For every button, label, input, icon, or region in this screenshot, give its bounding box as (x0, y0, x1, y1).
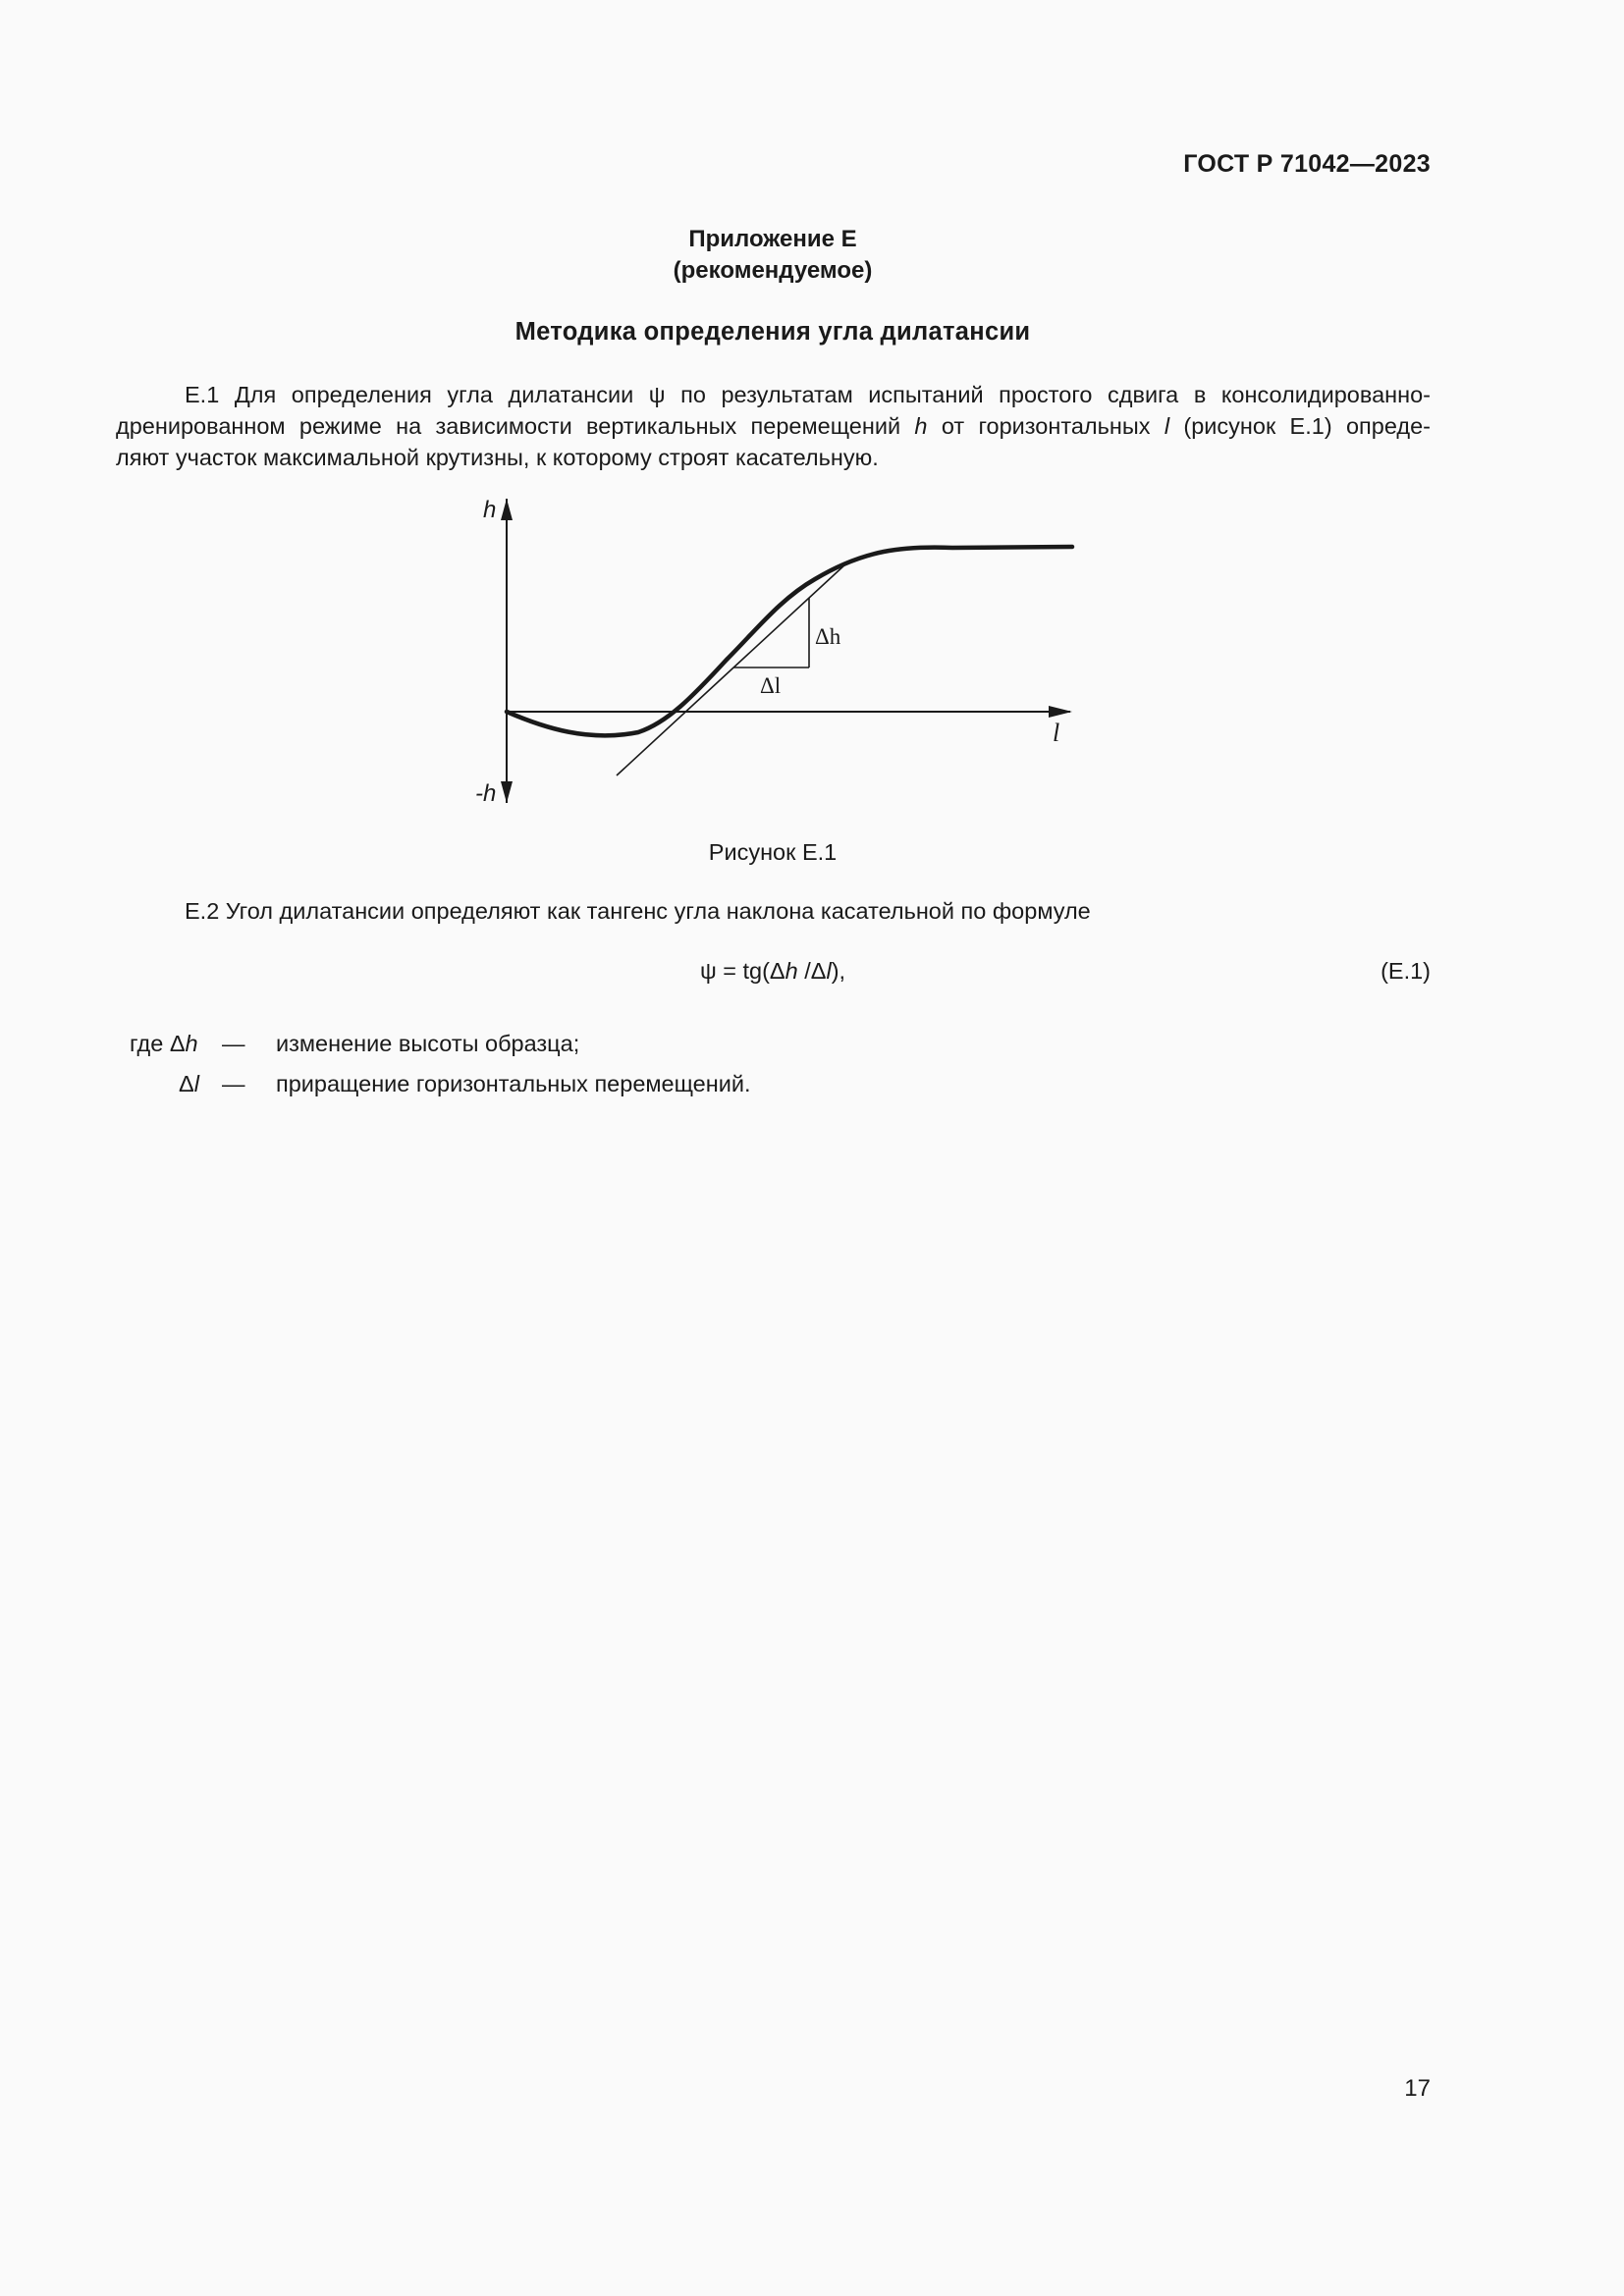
formula: ψ = tg(Δh /Δl), (699, 958, 846, 984)
formula-number: (Е.1) (1380, 958, 1431, 984)
symbol-h: h (914, 413, 928, 439)
paragraph-e1-line1: Е.1 Для определения угла дилатансии ψ по результатам испытаний простого сдвига в консолидированно- (185, 382, 1431, 407)
legend-symbol: l (193, 1071, 199, 1096)
figure-caption: Рисунок Е.1 (708, 839, 838, 865)
legend-row: где Δh (130, 1031, 198, 1056)
paragraph-e1-line2: дренированном режиме на зависимости вертикальных перемещений h от горизонтальных l (рисунок Е.1) опреде- (116, 413, 1431, 439)
figure-e1 (461, 491, 1090, 815)
legend-dash: — (222, 1071, 245, 1096)
y-axis-neg-label: -h (475, 780, 497, 807)
legend-text: изменение высоты образца; (276, 1031, 580, 1056)
symbol-l: l (1164, 413, 1170, 439)
legend-symbol: h (185, 1031, 198, 1056)
y-axis-arrow-down (501, 781, 513, 803)
delta-h-label: Δh (815, 624, 841, 649)
formula-symbol-l: l (826, 958, 832, 984)
dilatancy-curve (507, 547, 1072, 735)
y-axis-label: h (483, 497, 497, 523)
tangent-line (617, 563, 846, 775)
formula-symbol-h: h (785, 958, 798, 984)
paragraph-e2: Е.2 Угол дилатансии определяют как тангенс угла наклона касательной по формуле (185, 898, 1091, 924)
delta-l-label: Δl (760, 673, 782, 698)
standard-number: ГОСТ Р 71042—2023 (1183, 150, 1431, 178)
paragraph-e1-line3: ляют участок максимальной крутизны, к которому строят касательную. (116, 445, 879, 470)
paragraph-e1 (116, 379, 1431, 473)
x-axis-arrow (1049, 706, 1072, 718)
annex-status: (рекомендуемое) (673, 257, 873, 284)
legend-dash: — (222, 1031, 245, 1056)
annex-title: Методика определения угла дилатансии (514, 318, 1031, 346)
x-axis-label: l (1053, 719, 1060, 747)
y-axis-arrow-up (501, 499, 513, 520)
legend-text: приращение горизонтальных перемещений. (276, 1071, 751, 1096)
legend-row: Δl (179, 1071, 199, 1096)
page-number: 17 (1404, 2075, 1431, 2102)
annex-label: Приложение Е (688, 226, 857, 252)
